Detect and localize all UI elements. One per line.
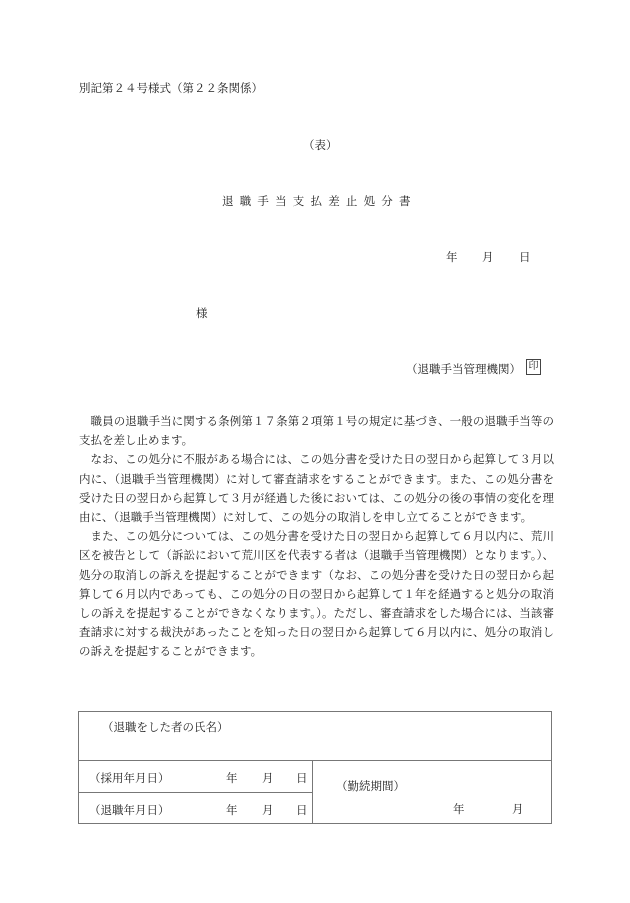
issuer-label: （退職手当管理機関） (406, 362, 521, 376)
hire-date-label: （採用年月日） (89, 771, 170, 785)
retire-date-label: （退職年月日） (89, 803, 170, 817)
retire-year-label: 年 (226, 803, 238, 817)
front-side-label: （表） (303, 138, 338, 152)
retire-day-label: 日 (296, 803, 308, 817)
hire-month-label: 月 (262, 771, 274, 785)
hire-year-label: 年 (226, 771, 238, 785)
retiree-name-label: （退職をした者の氏名） (102, 720, 229, 734)
form-number-label: 別記第２４号様式（第２２条関係） (79, 81, 263, 95)
service-year-label: 年 (453, 802, 465, 816)
seal-icon: 印 (526, 359, 541, 375)
document-body (79, 412, 554, 662)
table-divider (79, 760, 551, 761)
service-month-label: 月 (512, 802, 524, 816)
hire-day-label: 日 (296, 771, 308, 785)
table-divider (312, 760, 313, 823)
date-year-label: 年 (446, 250, 458, 264)
body-paragraph: また、この処分については、この処分書を受けた日の翌日から起算して６月以内に、荒川区を被告として（訴訟において荒川区を代表する者は（退職手当管理機関）となります。）、処分の取消しの訴えを提起することができます（なお、この処分書を受けた日の翌日から起算して６月以内であっても、この処分の日の翌日から起算して１年を経過すると処分の取消しの訴えを提起することができなくなります。）。ただし、審査請求をした場合には、当該審査請求に対する裁決があったことを知った日の翌日から起算して６月以内に、処分の取消しの訴えを提起することができます。 (79, 529, 554, 659)
issue-date (446, 249, 531, 265)
document-title: 退職手当支払差止処分書 (222, 194, 417, 208)
addressee-honorific: 様 (196, 306, 208, 320)
service-period-label: （勤続期間） (336, 779, 405, 793)
body-paragraph: 職員の退職手当に関する条例第１７条第２項第１号の規定に基づき、一般の退職手当等の支払を差し止めます。 (79, 414, 554, 448)
body-paragraph: なお、この処分に不服がある場合には、この処分書を受けた日の翌日から起算して３月以内に、（退職手当管理機関）に対して審査請求をすることができます。また、この処分書を受けた日の翌日から起算して３月が経過した後においては、この処分の後の事情の変化を理由に、（退職手当管理機関）に対して、この処分の取消しを申し立てることができます。 (79, 452, 554, 525)
table-divider (79, 792, 312, 793)
date-day-label: 日 (519, 250, 531, 264)
date-month-label: 月 (482, 250, 494, 264)
retiree-info-table (78, 711, 552, 824)
retire-month-label: 月 (262, 803, 274, 817)
